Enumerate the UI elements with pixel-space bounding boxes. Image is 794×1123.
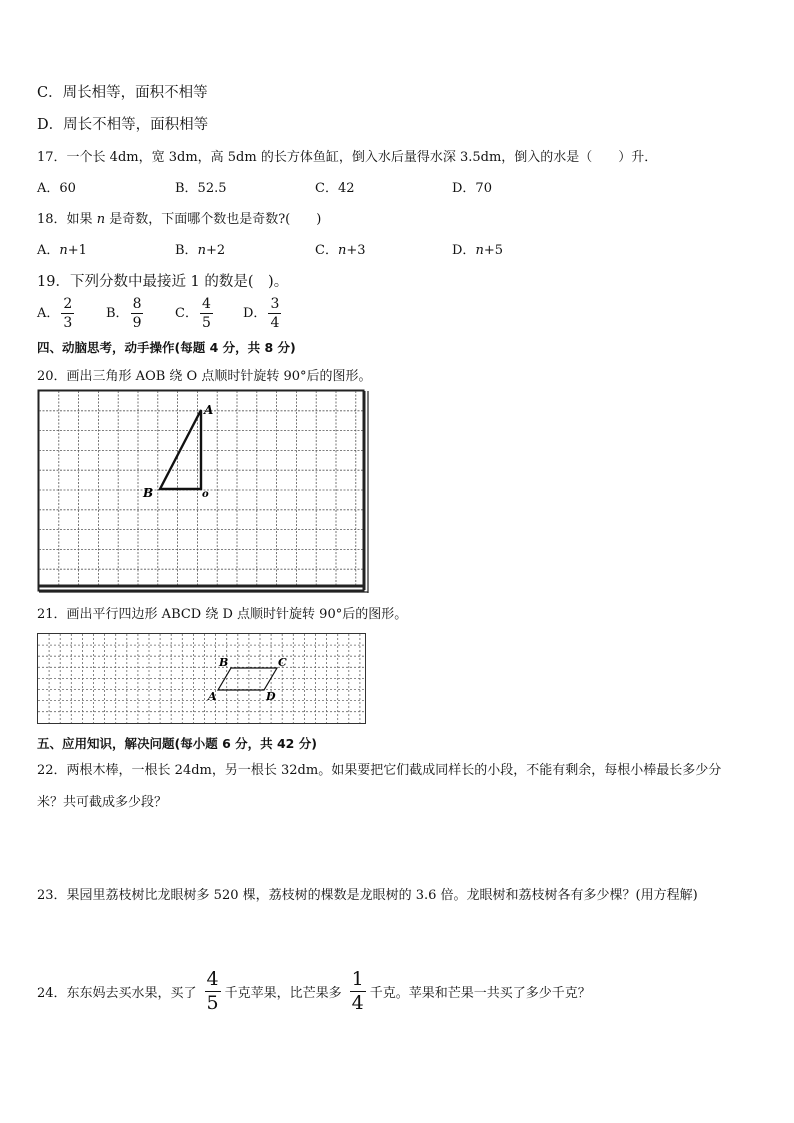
q23-stem: 23．果园里荔枝树比龙眼树多 520 棵，荔枝树的棵数是龙眼树的 3.6 倍。龙眼树和荔枝树各有多少棵？(用方程解) [37,888,698,903]
triangle-label-o: o [202,489,209,500]
q17-stem: 17．一个长 4dm，宽 3dm，高 5dm 的长方体鱼缸，倒入水后量得水深 3.5dm，倒入的水是（ ）升． [37,150,658,165]
q19-option-d: D． $\frac{3}{4}$ [243,296,280,331]
parallelogram-label-d: D [266,690,276,703]
q20-stem: 20．画出三角形 AOB 绕 O 点顺时针旋转 90°后的图形。 [37,369,372,384]
q17-option-d: D．70 [452,181,492,196]
section-5-heading: 五、应用知识，解决问题(每小题 6 分，共 42 分) [37,736,317,751]
q19-stem: 19．下列分数中最接近 1 的数是( )。 [37,274,289,290]
q19-option-a: A． $\frac{2}{3}$ [37,296,73,331]
q20-grid-figure [37,389,369,594]
q18-option-c: C．n+3 [315,243,366,258]
q21-stem: 21．画出平行四边形 ABCD 绕 D 点顺时针旋转 90°后的图形。 [37,607,408,622]
section-4-heading: 四、动脑思考，动手操作(每题 4 分，共 8 分) [37,340,296,355]
q19-option-c: C． $\frac{4}{5}$ [175,296,211,331]
q16-option-c: C．周长相等，面积不相等 [37,85,208,101]
q18-option-a: A．n+1 [37,243,87,258]
q18-option-b: B．n+2 [175,243,226,258]
q16-option-d: D．周长不相等，面积相等 [37,117,209,133]
q21-grid-figure [37,633,367,725]
q22-stem-line-2: 米？共可截成多少段？ [37,795,168,810]
q18-stem: 18．如果 n 是奇数，下面哪个数也是奇数?( ) [37,212,322,227]
parallelogram-label-c: C [278,656,287,669]
q17-option-c: C．42 [315,181,355,196]
q18-option-d: D．n+5 [452,243,503,258]
parallelogram-label-b: B [219,656,229,669]
triangle-label-b: B [143,486,154,500]
parallelogram-label-a: A [208,690,217,703]
q24-stem: 24．东东妈去买水果，买了 $\frac{4}{5}$ 千克苹果，比芒果多 $\frac{1}{4}$ 千克。苹果和芒果一共买了多少千克？ [37,968,591,1014]
q19-option-b: B． $\frac{8}{9}$ [106,296,142,331]
q17-option-b: B．52.5 [175,181,227,196]
q17-option-a: A．60 [37,181,76,196]
triangle-label-a: A [204,403,214,417]
q22-stem-line-1: 22．两根木棒，一根长 24dm，另一根长 32dm。如果要把它们截成同样长的小段，不能有剩余，每根小棒最长多少分 [37,763,722,778]
